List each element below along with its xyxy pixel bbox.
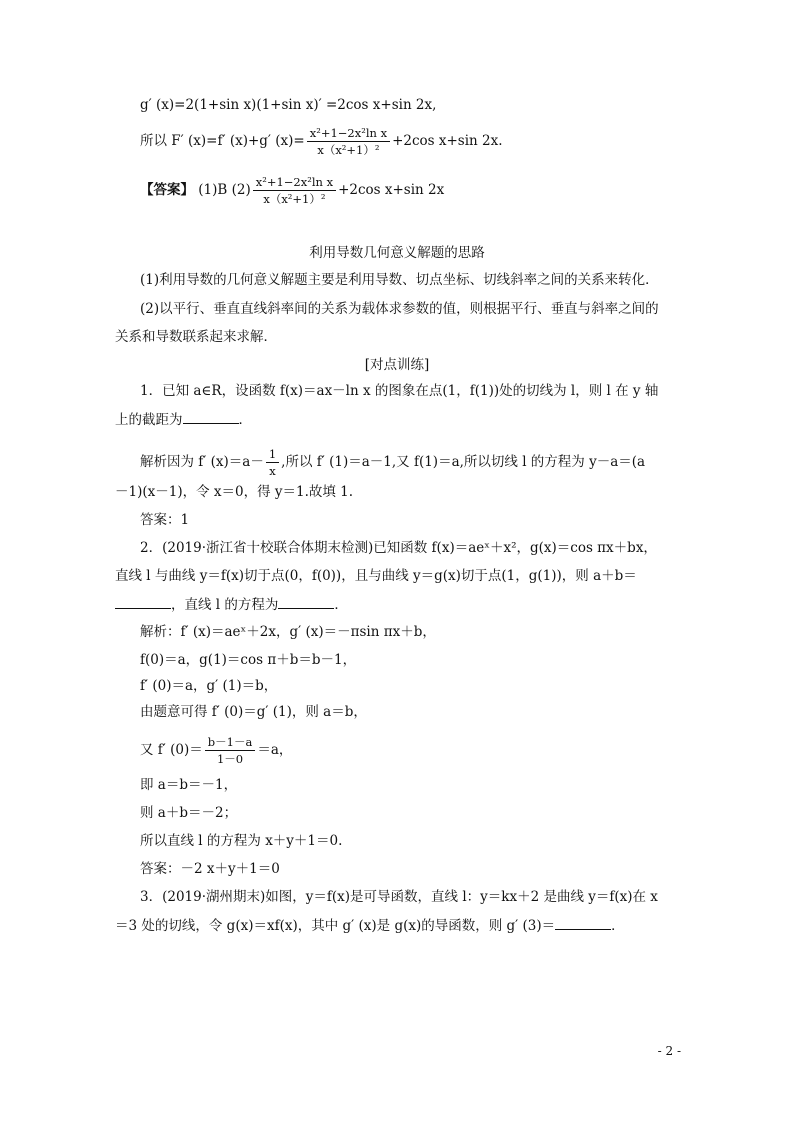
question-2-solution-7: 则 a＋b＝－2； <box>140 805 238 821</box>
question-1-line-1: 1．已知 a∈R，设函数 f(x)＝ax－ln x 的图象在点(1，f(1))处的切线为 l，则 l 在 y 轴 <box>140 383 659 399</box>
question-1-answer: 答案：1 <box>140 512 190 528</box>
text-segment: 上的截距为 <box>115 412 183 428</box>
fraction-denominator: x <box>269 464 276 478</box>
answer-blank <box>115 594 171 609</box>
text-segment: 又 f′ (0)＝ <box>140 742 203 758</box>
question-3-line-1: 3．(2019·湖州期末)如图，y＝f(x)是可导函数，直线 l：y＝kx＋2 是曲线 y＝f(x)在 x <box>140 889 658 905</box>
derivative-g-line: g′ (x)=2(1+sin x)(1+sin x)′ =2cos x+sin 2x, <box>140 97 437 113</box>
text-segment: +2cos x+sin 2x. <box>392 133 503 149</box>
question-2-line-3 <box>115 594 348 615</box>
fraction-numerator: 1 <box>266 447 279 463</box>
text-segment: (1)B (2) <box>194 182 251 198</box>
text-segment: ,所以 f′ (1)＝a－1,又 f(1)＝a,所以切线 l 的方程为 y－a＝(a <box>281 454 646 470</box>
answer-label: 【答案】 <box>140 182 194 198</box>
question-2-solution-1: 解析：f′ (x)＝aeˣ＋2x，g′ (x)＝－πsin πx＋b， <box>140 624 436 640</box>
answer-line <box>140 175 444 206</box>
question-2-solution-3: f′ (0)＝a，g′ (1)＝b， <box>140 678 278 694</box>
text-segment: ． <box>238 412 252 428</box>
derivative-F-line <box>140 126 503 157</box>
text-segment: ． <box>611 918 625 934</box>
training-heading: [对点训练] <box>364 357 430 373</box>
section-title: 利用导数几何意义解题的思路 <box>309 245 485 261</box>
question-2-solution-6: 即 a＝b＝－1， <box>140 777 238 793</box>
fraction <box>253 175 336 206</box>
question-1-solution-line-2: －1)(x－1)，令 x＝0，得 y＝1.故填 1. <box>115 484 354 500</box>
text-segment: ，直线 l 的方程为 <box>171 597 279 613</box>
fraction-denominator: x（x²+1）² <box>317 143 380 157</box>
question-2-solution-8: 所以直线 l 的方程为 x＋y＋1＝0. <box>140 833 343 849</box>
question-2-line-2: 直线 l 与曲线 y＝f(x)切于点(0，f(0))，且与曲线 y＝g(x)切于点(1，g(1))，则 a＋b＝ <box>115 568 637 584</box>
answer-blank <box>278 594 334 609</box>
question-1-solution-line-1 <box>140 447 645 478</box>
question-1-line-2 <box>115 409 252 430</box>
question-2-solution-4: 由题意可得 f′ (0)＝g′ (1)，则 a＝b， <box>140 704 367 720</box>
text-segment: +2cos x+sin 2x <box>338 182 445 198</box>
text-segment: ＝a， <box>257 742 293 758</box>
fraction-numerator: x²+1−2x²ln x <box>307 126 390 142</box>
fraction <box>266 447 279 478</box>
tip-1: (1)利用导数的几何意义解题主要是利用导数、切点坐标、切线斜率之间的关系来转化． <box>140 272 659 288</box>
fraction-denominator: x（x²+1）² <box>263 192 326 206</box>
fraction-numerator: b－1－a <box>205 735 256 751</box>
fraction-denominator: 1－0 <box>216 752 244 766</box>
fraction <box>307 126 390 157</box>
answer-blank <box>555 915 611 930</box>
question-2-line-1: 2．(2019·浙江省十校联合体期末检测)已知函数 f(x)＝aeˣ＋x²，g(x)＝cos πx＋bx， <box>140 540 657 556</box>
fraction-numerator: x²+1−2x²ln x <box>253 175 336 191</box>
tip-2-line-2: 关系和导数联系起来求解． <box>115 329 277 345</box>
tip-2-line-1: (2)以平行、垂直直线斜率间的关系为载体求参数的值，则根据平行、垂直与斜率之间的 <box>140 301 659 317</box>
text-segment: ＝3 处的切线，令 g(x)＝xf(x)，其中 g′ (x)是 g(x)的导函数，则 g′ (3)＝ <box>115 918 556 934</box>
question-2-solution-5 <box>140 735 292 766</box>
question-2-answer: 答案：－2 x＋y＋1＝0 <box>140 861 280 877</box>
question-2-solution-2: f(0)＝a，g(1)＝cos π＋b＝b－1， <box>140 652 357 668</box>
text-segment: 解析因为 f′ (x)＝a－ <box>140 454 264 470</box>
question-3-line-2 <box>115 915 625 936</box>
text-segment: ． <box>334 597 348 613</box>
answer-blank <box>183 409 239 424</box>
fraction <box>205 735 256 766</box>
page-number: - 2 - <box>657 1044 681 1058</box>
text-segment: 所以 F′ (x)=f′ (x)+g′ (x)= <box>140 133 305 149</box>
